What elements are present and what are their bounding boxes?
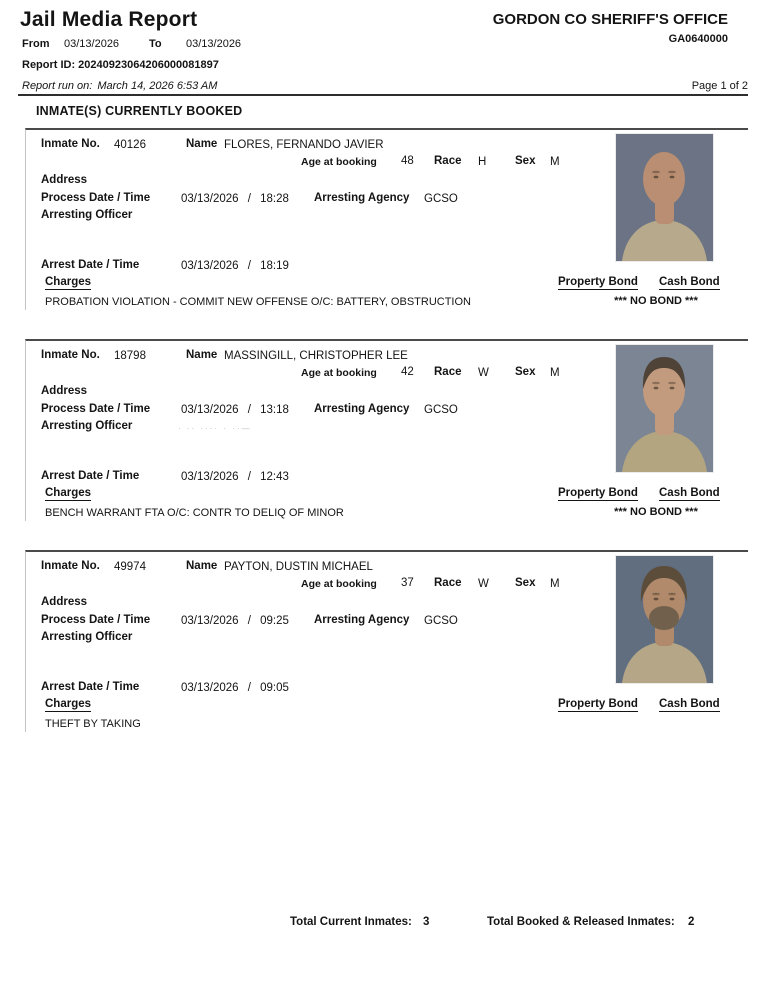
total-current-value: 3 — [423, 916, 430, 928]
process-value: 03/13/2026 / 18:28 — [181, 193, 289, 205]
report-run-on — [22, 80, 222, 92]
to-date: 03/13/2026 — [186, 38, 242, 50]
total-released-label: Total Booked & Released Inmates: — [487, 916, 675, 928]
mugshot-photo — [616, 345, 713, 472]
report-id-label: Report ID: — [22, 59, 76, 71]
sex-value: M — [550, 156, 560, 168]
bond-note: *** NO BOND *** — [614, 295, 698, 307]
race-value: H — [478, 156, 487, 168]
property-bond-label: Property Bond — [558, 276, 638, 288]
cash-bond-label: Cash Bond — [659, 276, 720, 288]
report-id-value: 20240923064206000081897 — [78, 59, 219, 71]
agency-label: Arresting Agency — [314, 614, 410, 626]
charges-label: Charges — [45, 276, 92, 288]
property-bond-label: Property Bond — [558, 698, 638, 710]
process-label: Process Date / Time — [41, 403, 151, 415]
header-divider — [18, 94, 748, 96]
totals-footer — [0, 916, 773, 936]
address-label: Address — [41, 596, 88, 608]
mugshot-photo — [616, 134, 713, 261]
from-date: 03/13/2026 — [64, 38, 120, 50]
cash-bond-label: Cash Bond — [659, 487, 720, 499]
inmate-no-label: Inmate No. — [41, 560, 100, 572]
race-label: Race — [434, 155, 462, 167]
inmate-no-value: 40126 — [114, 139, 146, 151]
agency-label: Arresting Agency — [314, 403, 410, 415]
run-on-label: Report run on: — [22, 80, 93, 92]
officer-value: · ·· ···· · ··— — [178, 424, 252, 433]
name-value: FLORES, FERNANDO JAVIER — [224, 139, 384, 151]
report-title: Jail Media Report — [20, 8, 198, 31]
from-label: From — [22, 38, 50, 50]
race-value: W — [478, 367, 489, 379]
page-indicator: Page 1 of 2 — [691, 80, 748, 92]
process-label: Process Date / Time — [41, 192, 151, 204]
charges-label: Charges — [45, 698, 92, 710]
total-current-label: Total Current Inmates: — [290, 916, 412, 928]
inmate-record — [25, 128, 748, 310]
inmate-no-label: Inmate No. — [41, 138, 100, 150]
race-label: Race — [434, 577, 462, 589]
total-released-value: 2 — [688, 916, 695, 928]
charges-label: Charges — [45, 487, 92, 499]
age-label: Age at booking — [301, 367, 377, 379]
process-value: 03/13/2026 / 09:25 — [181, 615, 289, 627]
cash-bond-label: Cash Bond — [659, 698, 720, 710]
process-label: Process Date / Time — [41, 614, 151, 626]
arrest-label: Arrest Date / Time — [41, 259, 140, 271]
inmate-records — [25, 128, 748, 761]
name-value: MASSINGILL, CHRISTOPHER LEE — [224, 350, 408, 362]
agency-value: GCSO — [424, 193, 458, 205]
bond-note: *** NO BOND *** — [614, 506, 698, 518]
to-label: To — [149, 38, 162, 50]
race-label: Race — [434, 366, 462, 378]
arrest-value: 03/13/2026 / 12:43 — [181, 471, 289, 483]
sex-label: Sex — [515, 366, 536, 378]
agency-label: Arresting Agency — [314, 192, 410, 204]
agency-value: GCSO — [424, 404, 458, 416]
officer-label: Arresting Officer — [41, 209, 133, 221]
sex-label: Sex — [515, 155, 536, 167]
sex-label: Sex — [515, 577, 536, 589]
arrest-label: Arrest Date / Time — [41, 681, 140, 693]
age-value: 42 — [401, 366, 414, 378]
report-id — [22, 59, 222, 71]
age-value: 48 — [401, 155, 414, 167]
officer-label: Arresting Officer — [41, 420, 133, 432]
inmate-record — [25, 550, 748, 732]
charge-text: THEFT BY TAKING — [45, 718, 141, 730]
run-on-value: March 14, 2026 6:53 AM — [97, 80, 218, 92]
inmate-no-label: Inmate No. — [41, 349, 100, 361]
mugshot-photo — [616, 556, 713, 683]
inmate-no-value: 49974 — [114, 561, 146, 573]
address-label: Address — [41, 174, 88, 186]
office-name: GORDON CO SHERIFF'S OFFICE — [492, 11, 728, 28]
arrest-value: 03/13/2026 / 09:05 — [181, 682, 289, 694]
name-value: PAYTON, DUSTIN MICHAEL — [224, 561, 373, 573]
age-label: Age at booking — [301, 156, 377, 168]
date-range — [22, 38, 342, 52]
agency-code: GA0640000 — [668, 33, 728, 45]
age-label: Age at booking — [301, 578, 377, 590]
name-label: Name — [186, 138, 218, 150]
charge-text: PROBATION VIOLATION - COMMIT NEW OFFENSE O/C: BATTERY, OBSTRUCTION — [45, 296, 471, 308]
arrest-label: Arrest Date / Time — [41, 470, 140, 482]
race-value: W — [478, 578, 489, 590]
address-label: Address — [41, 385, 88, 397]
inmate-record — [25, 339, 748, 521]
sex-value: M — [550, 578, 560, 590]
sex-value: M — [550, 367, 560, 379]
officer-label: Arresting Officer — [41, 631, 133, 643]
arrest-value: 03/13/2026 / 18:19 — [181, 260, 289, 272]
charge-text: BENCH WARRANT FTA O/C: CONTR TO DELIQ OF MINOR — [45, 507, 344, 519]
inmate-no-value: 18798 — [114, 350, 146, 362]
section-title: INMATE(S) CURRENTLY BOOKED — [36, 104, 243, 118]
name-label: Name — [186, 349, 218, 361]
age-value: 37 — [401, 577, 414, 589]
property-bond-label: Property Bond — [558, 487, 638, 499]
process-value: 03/13/2026 / 13:18 — [181, 404, 289, 416]
agency-value: GCSO — [424, 615, 458, 627]
name-label: Name — [186, 560, 218, 572]
